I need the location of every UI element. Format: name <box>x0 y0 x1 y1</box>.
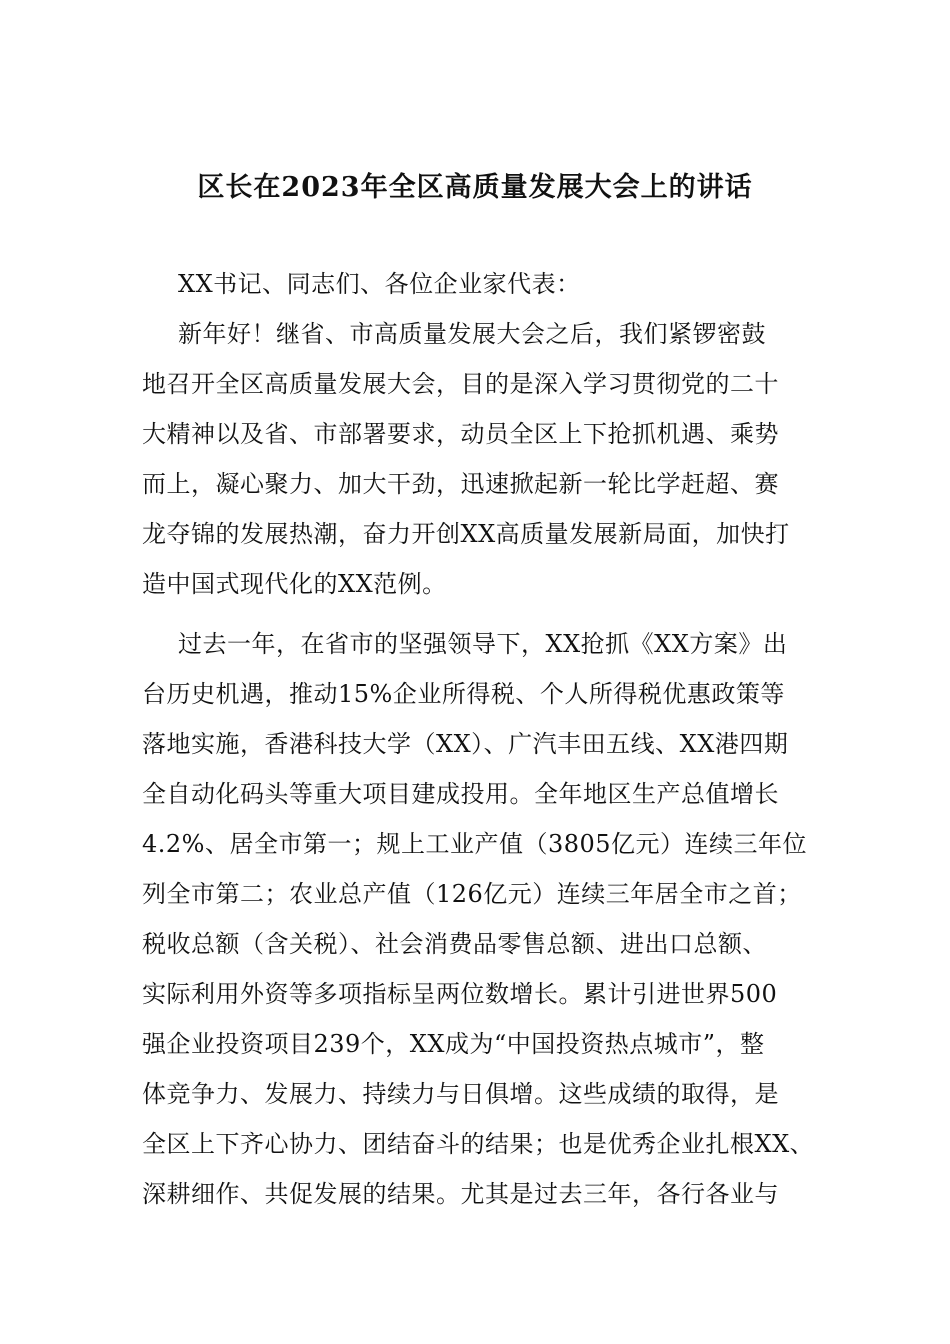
paragraph-line: 强企业投资项目239个，XX成为“中国投资热点城市”，整 <box>142 1030 765 1058</box>
paragraph-line: 深耕细作、共促发展的结果。尤其是过去三年，各行各业与 <box>142 1180 779 1208</box>
salutation-line: XX书记、同志们、各位企业家代表： <box>178 270 581 298</box>
paragraph-line: 体竞争力、发展力、持续力与日俱增。这些成绩的取得，是 <box>142 1080 779 1108</box>
document-title: 区长在2023年全区高质量发展大会上的讲话 <box>197 172 753 203</box>
document-body <box>142 259 832 1219</box>
paragraph-line: 列全市第二；农业总产值（126亿元）连续三年居全市之首； <box>142 880 802 908</box>
paragraph-line: 龙夺锦的发展热潮，奋力开创XX高质量发展新局面，加快打 <box>142 520 790 548</box>
paragraph-line: 税收总额（含关税）、社会消费品零售总额、进出口总额、 <box>142 930 767 958</box>
paragraph-line: 4.2%、居全市第一；规上工业产值（3805亿元）连续三年位 <box>142 830 808 858</box>
paragraph-line: 过去一年，在省市的坚强领导下，XX抢抓《XX方案》出 <box>178 630 788 658</box>
paragraph-line: 造中国式现代化的XX范例。 <box>142 570 447 598</box>
paragraph-line: 全区上下齐心协力、团结奋斗的结果；也是优秀企业扎根XX、 <box>142 1130 815 1158</box>
paragraph-line: 而上，凝心聚力、加大干劲，迅速掀起新一轮比学赶超、赛 <box>142 470 779 498</box>
paragraph-line: 新年好！继省、市高质量发展大会之后，我们紧锣密鼓 <box>178 320 766 348</box>
paragraph-line: 大精神以及省、市部署要求，动员全区上下抢抓机遇、乘势 <box>142 420 779 448</box>
paragraph-line: 全自动化码头等重大项目建成投用。全年地区生产总值增长 <box>142 780 779 808</box>
paragraph-line: 实际利用外资等多项指标呈两位数增长。累计引进世界500 <box>142 980 778 1008</box>
paragraph-line: 地召开全区高质量发展大会，目的是深入学习贯彻党的二十 <box>142 370 779 398</box>
paragraph-line: 落地实施，香港科技大学（XX）、广汽丰田五线、XX港四期 <box>142 730 789 758</box>
paragraph-line: 台历史机遇，推动15%企业所得税、个人所得税优惠政策等 <box>142 680 785 708</box>
